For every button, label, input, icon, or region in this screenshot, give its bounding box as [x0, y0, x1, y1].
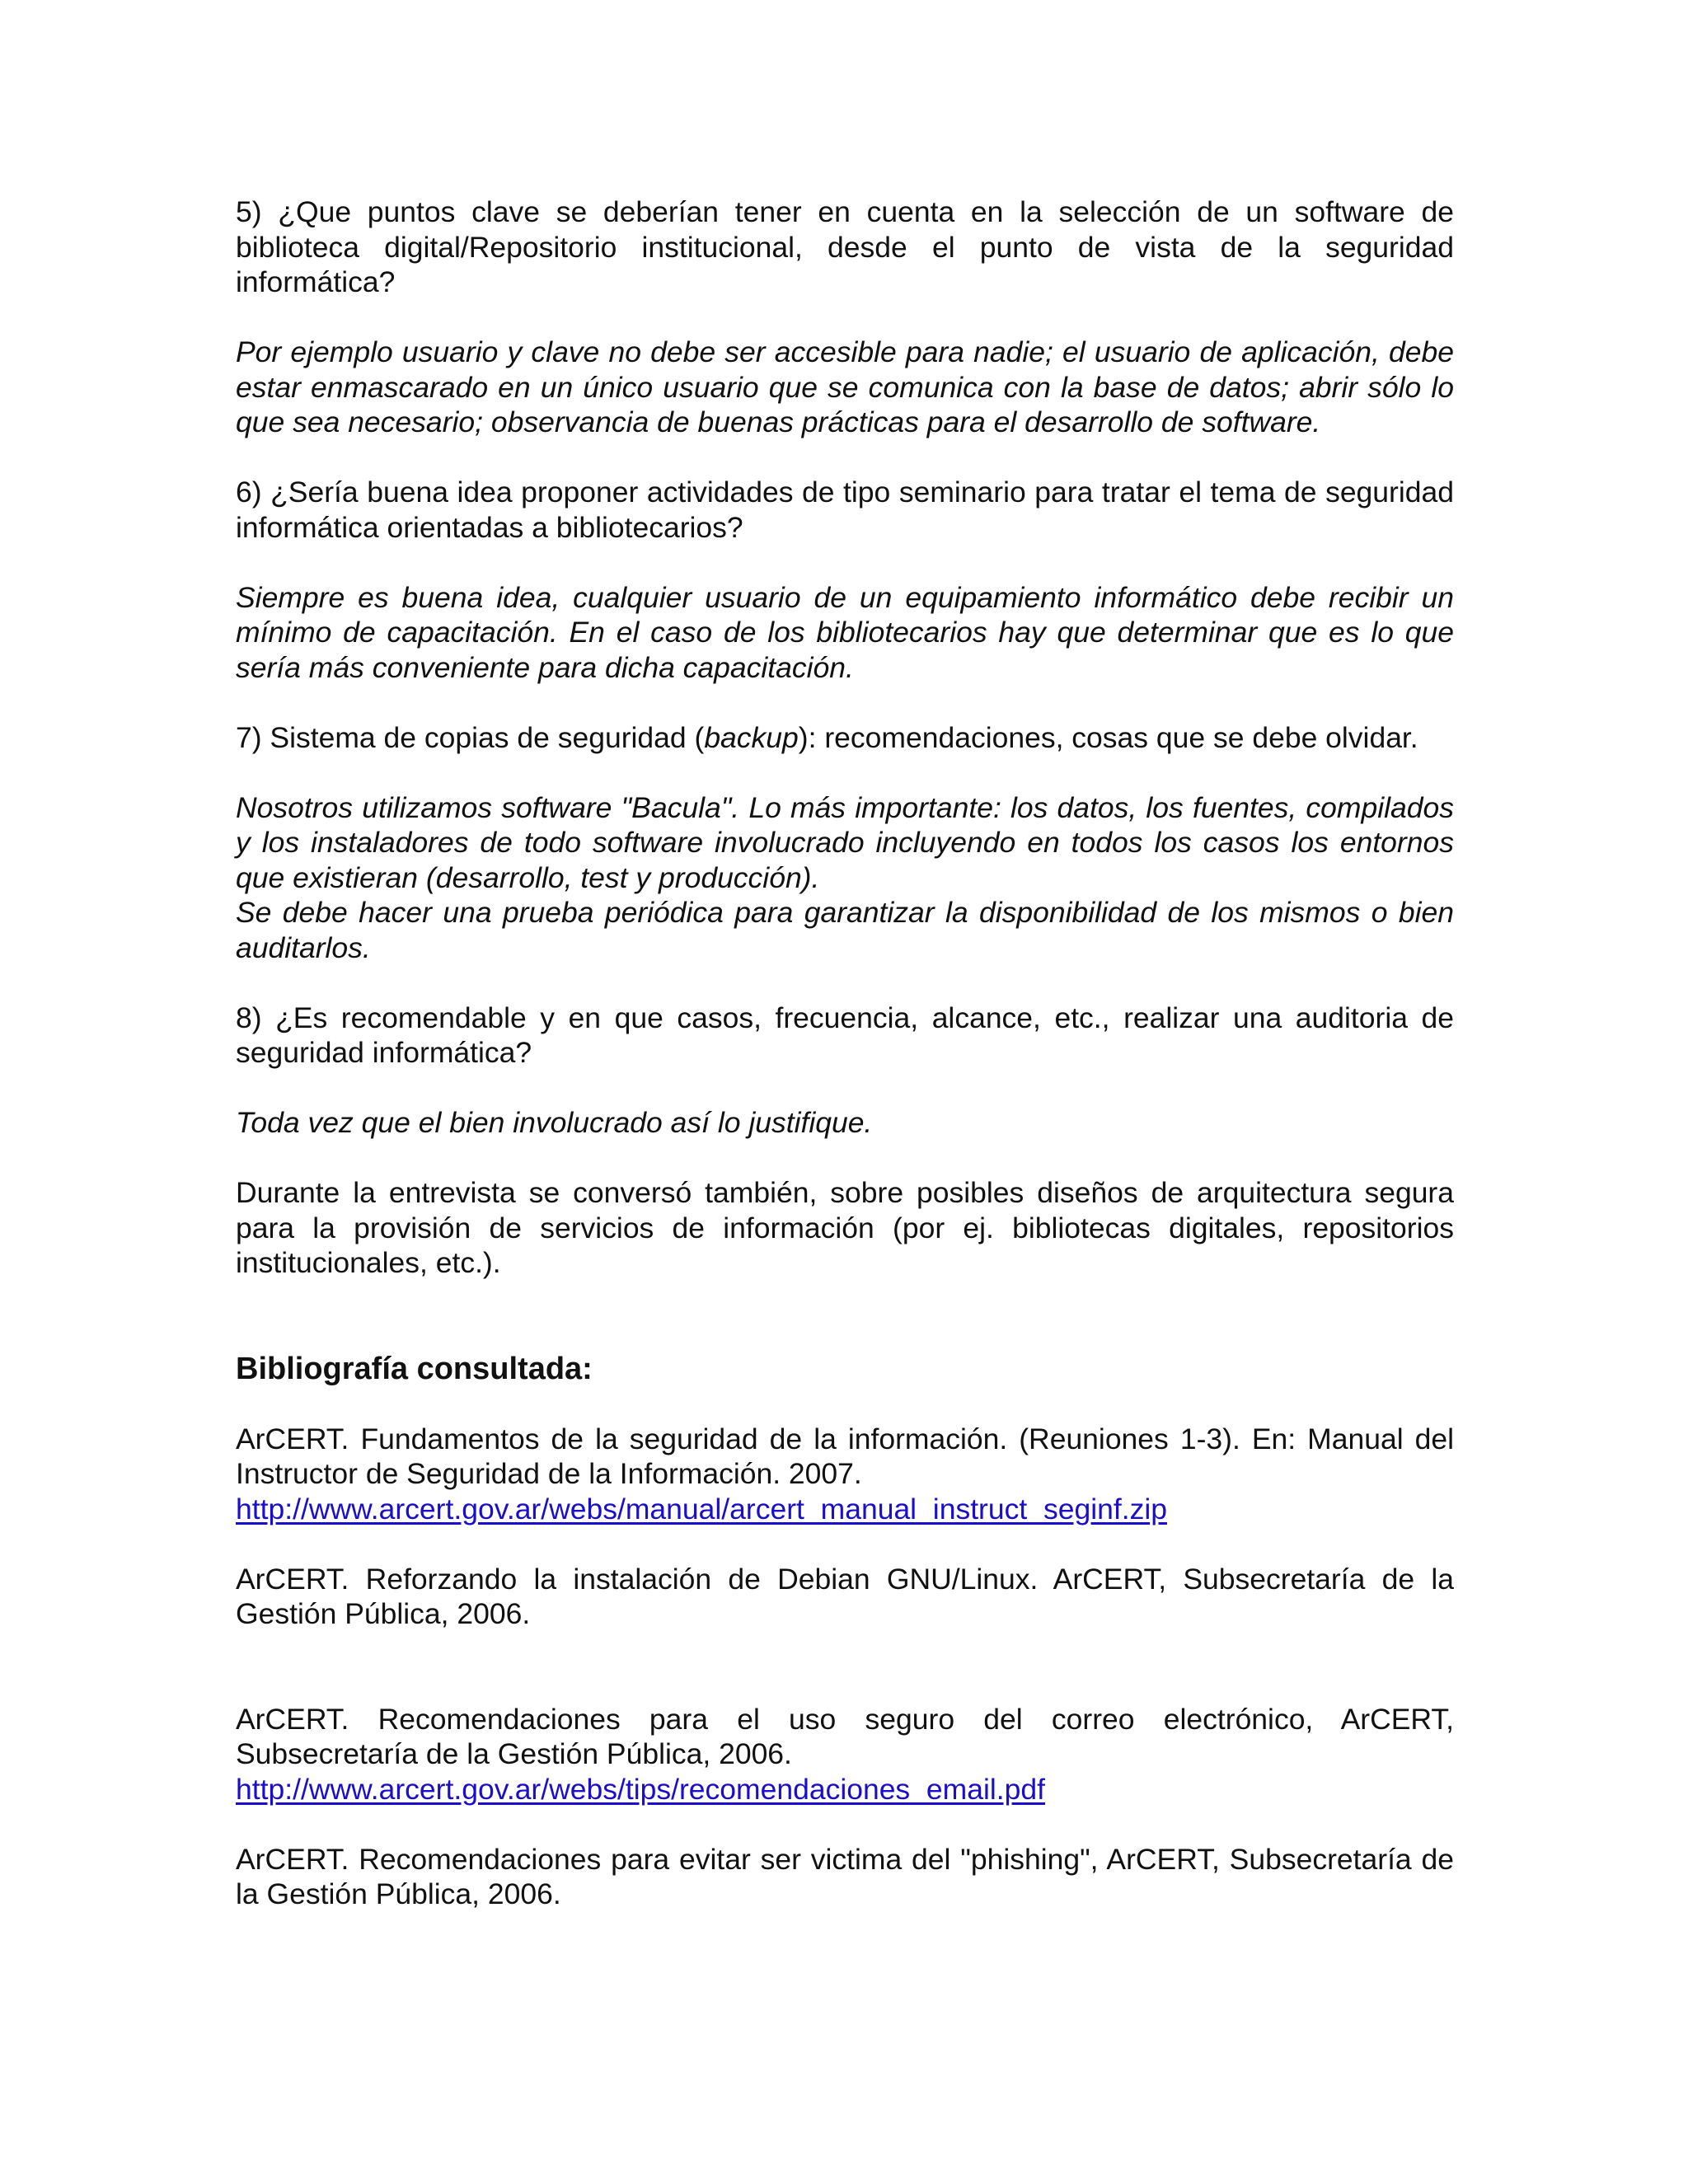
question-7-prefix: 7) Sistema de copias de seguridad (	[236, 720, 705, 754]
answer-5: Por ejemplo usuario y clave no debe ser accesible para nadie; el usuario de aplicación, debe estar enmascarado en un único usuario que se comunica con la base de datos; abrir sólo lo que sea necesario; observancia de buenas prácticas para el desarrollo de software.	[236, 335, 1454, 438]
answer-8: Toda vez que el bien involucrado así lo justifique.	[236, 1106, 873, 1139]
answer-7-part-1: Nosotros utilizamos software "Bacula". Lo más importante: los datos, los fuentes, compilados y los instaladores de todo software involucrado incluyendo en todos los casos los entornos que existieran (desarrollo, test y producción).	[236, 790, 1454, 894]
bibliography-entry-3	[236, 1702, 1454, 1807]
closing-paragraph: Durante la entrevista se conversó también, sobre posibles diseños de arquitectura segura para la provisión de servicios de información (por ej. bibliotecas digitales, repositorios institucionales, etc.).	[236, 1176, 1454, 1279]
bibliography-entry-3-link[interactable]: http://www.arcert.gov.ar/webs/tips/recomendaciones_email.pdf	[236, 1772, 1045, 1806]
question-6: 6) ¿Sería buena idea proponer actividades de tipo seminario para tratar el tema de seguridad informática orientadas a bibliotecarios?	[236, 476, 1454, 544]
answer-7-part-2: Se debe hacer una prueba periódica para garantizar la disponibilidad de los mismos o bien auditarlos.	[236, 896, 1454, 964]
bibliography-heading: Bibliografía consultada:	[236, 1351, 593, 1386]
bibliography-entry-1	[236, 1422, 1454, 1527]
bibliography-entry-4	[236, 1842, 1454, 1912]
answer-7	[236, 790, 1454, 966]
bibliography-entry-1-text: ArCERT. Fundamentos de la seguridad de la información. (Reuniones 1-3). En: Manual del Instructor de Seguridad de la Información. 2007.	[236, 1422, 1454, 1490]
bibliography-entry-1-link[interactable]: http://www.arcert.gov.ar/webs/manual/arcert_manual_instruct_seginf.zip	[236, 1492, 1167, 1526]
question-7	[236, 720, 1454, 756]
bibliography-entry-2-text: ArCERT. Reforzando la instalación de Debian GNU/Linux. ArCERT, Subsecretaría de la Gestión Pública, 2006.	[236, 1562, 1454, 1630]
question-7-suffix: ): recomendaciones, cosas que se debe olvidar.	[798, 720, 1418, 754]
answer-6: Siempre es buena idea, cualquier usuario de un equipamiento informático debe recibir un mínimo de capacitación. En el caso de los bibliotecarios hay que determinar que es lo que sería más conveniente para dicha capacitación.	[236, 580, 1454, 684]
question-5: 5) ¿Que puntos clave se deberían tener en cuenta en la selección de un software de biblioteca digital/Repositorio institucional, desde el punto de vista de la seguridad informática?	[236, 195, 1454, 298]
bibliography-entry-4-text: ArCERT. Recomendaciones para evitar ser victima del "phishing", ArCERT, Subsecretaría de la Gestión Pública, 2006.	[236, 1842, 1454, 1910]
question-7-italic-term: backup	[704, 720, 799, 754]
bibliography-entry-3-text: ArCERT. Recomendaciones para el uso seguro del correo electrónico, ArCERT, Subsecretaría de la Gestión Pública, 2006.	[236, 1702, 1454, 1770]
bibliography-entry-2	[236, 1562, 1454, 1632]
document-page	[236, 194, 1454, 1947]
question-8: 8) ¿Es recomendable y en que casos, frecuencia, alcance, etc., realizar una auditoria de seguridad informática?	[236, 1001, 1454, 1069]
